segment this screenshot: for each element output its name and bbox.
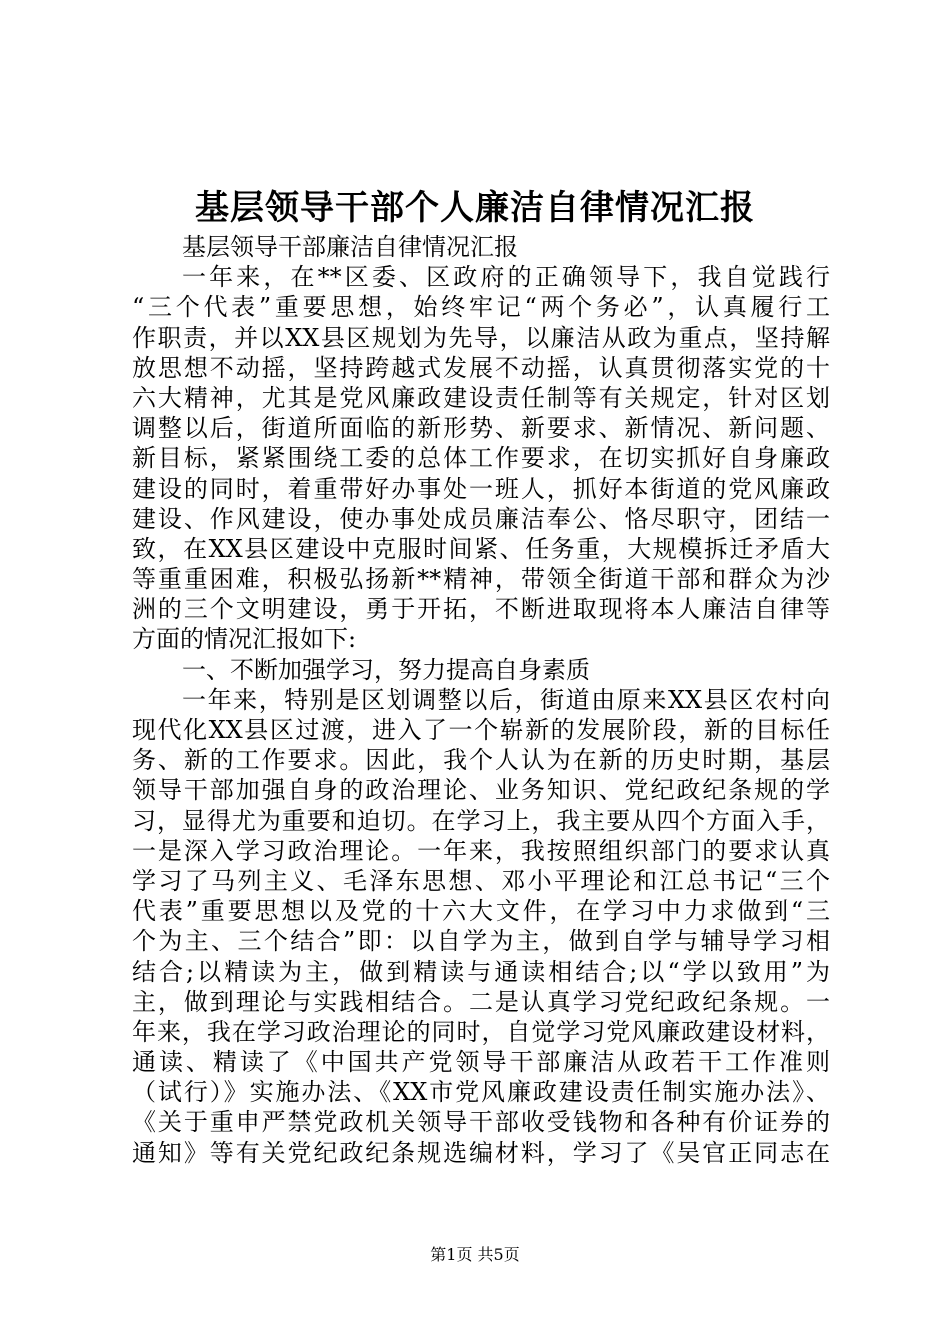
body-line: 一是深入学习政治理论。一年来，我按照组织部门的要求认真 [132,836,830,865]
body-line: 《关于重申严禁党政机关领导干部收受钱物和各种有价证券的 [132,1108,830,1137]
body-line: 建设、作风建设，使办事处成员廉洁奉公、恪尽职守，团结一 [132,504,830,533]
body-line: 习，显得尤为重要和迫切。在学习上，我主要从四个方面入手， [132,806,830,835]
body-line: 年来，我在学习政治理论的同时，自觉学习党风廉政建设材料， [132,1017,830,1046]
body-line: “三个代表”重要思想，始终牢记“两个务必”，认真履行工 [132,293,830,322]
body-line: 现代化XX县区过渡，进入了一个崭新的发展阶段，新的目标任 [132,716,830,744]
body-line: 主，做到理论与实践相结合。二是认真学习党纪政纪条规。一 [132,987,830,1016]
body-line: 通读、精读了《中国共产党领导干部廉洁从政若干工作准则 [132,1048,830,1077]
body-line: 建设的同时，着重带好办事处一班人，抓好本街道的党风廉政 [132,474,830,503]
body-line: 致，在XX县区建设中克服时间紧、任务重，大规模拆迁矛盾大 [132,534,830,563]
body-line: 结合;以精读为主，做到精读与通读相结合;以“学以致用”为 [132,957,830,986]
body-line: 一年来，特别是区划调整以后，街道由原来XX县区农村向 [182,685,830,714]
body-line: 个为主、三个结合”即：以自学为主，做到自学与辅导学习相 [132,927,830,956]
body-line: （试行）》实施办法、《XX市党风廉政建设责任制实施办法》、 [132,1078,830,1107]
body-line: 通知》等有关党纪政纪条规选编材料，学习了《吴官正同志在 [132,1138,830,1167]
body-line: 方面的情况汇报如下: [132,625,357,654]
body-line: 学习了马列主义、毛泽东思想、邓小平理论和江总书记“三个 [132,866,830,895]
body-line: 一年来，在**区委、区政府的正确领导下，我自觉践行 [182,263,830,292]
body-line: 放思想不动摇，坚持跨越式发展不动摇，认真贯彻落实党的十 [132,353,830,382]
document-body [132,232,830,1168]
page-footer: 第1页 共5页 [430,1245,520,1264]
document-title: 基层领导干部个人廉洁自律情况汇报 [195,188,755,228]
body-line: 等重重困难，积极弘扬新**精神，带领全街道干部和群众为沙 [132,565,830,594]
section-heading: 一、不断加强学习，努力提高自身素质 [182,655,590,684]
body-line: 调整以后，街道所面临的新形势、新要求、新情况、新问题、 [132,414,830,443]
body-line: 务、新的工作要求。因此，我个人认为在新的历史时期，基层 [132,746,830,775]
body-line: 新目标，紧紧围绕工委的总体工作要求，在切实抓好自身廉政 [132,444,830,473]
body-line: 代表”重要思想以及党的十六大文件，在学习中力求做到“三 [132,897,830,926]
subtitle-line: 基层领导干部廉洁自律情况汇报 [182,233,518,261]
body-line: 洲的三个文明建设，勇于开拓，不断进取现将本人廉洁自律等 [132,595,830,624]
body-line: 六大精神，尤其是党风廉政建设责任制等有关规定，针对区划 [132,383,830,412]
body-line: 领导干部加强自身的政治理论、业务知识、党纪政纪条规的学 [132,776,830,805]
body-line: 作职责，并以XX县区规划为先导，以廉洁从政为重点，坚持解 [132,323,830,352]
